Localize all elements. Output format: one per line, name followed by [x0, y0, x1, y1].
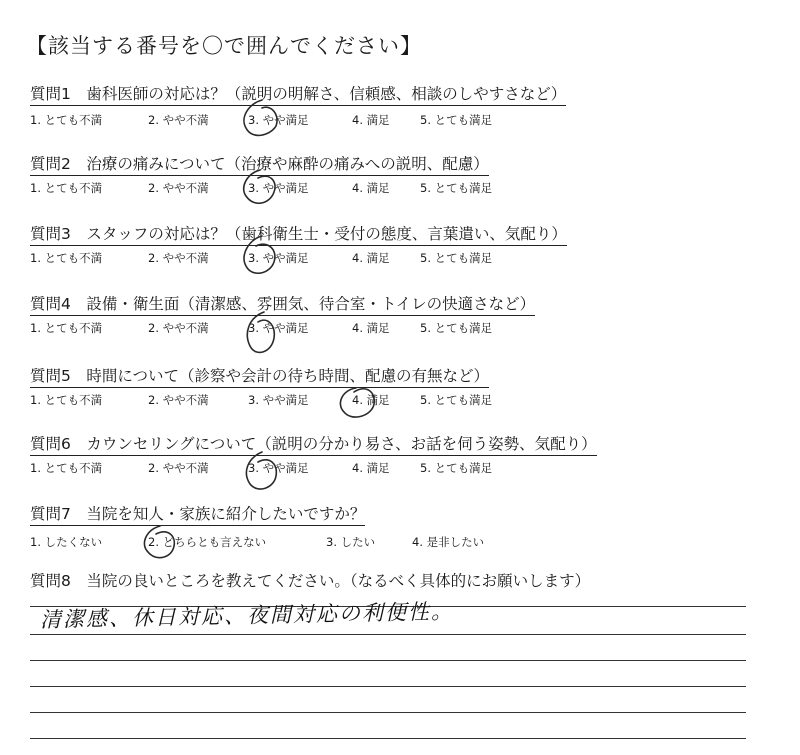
- q7-option-2[interactable]: 2. どちらとも言えない: [148, 535, 267, 549]
- question-8-title: 質問8 当院の良いところを教えてください。（なるべく具体的にお願いします）: [30, 572, 591, 590]
- q3-option-5[interactable]: 5. とても満足: [420, 251, 493, 265]
- answer-line-4: [30, 686, 746, 687]
- q5-option-3[interactable]: 3. やや満足: [248, 393, 309, 407]
- question-7-title: 質問7 当院を知人・家族に紹介したいですか？: [30, 504, 365, 526]
- q4-option-1[interactable]: 1. とても不満: [30, 321, 103, 335]
- question-1-title: 質問1 歯科医師の対応は？（説明の明解さ、信頼感、相談のしやすさなど）: [30, 84, 566, 106]
- answer-line-3: [30, 660, 746, 661]
- answer-line-6: [30, 738, 746, 739]
- q1-option-5[interactable]: 5. とても満足: [420, 113, 493, 127]
- q1-option-4[interactable]: 4. 満足: [352, 113, 390, 127]
- question-3-title: 質問3 スタッフの対応は？（歯科衛生士・受付の態度、言葉遣い、気配り）: [30, 224, 567, 246]
- q2-option-5[interactable]: 5. とても満足: [420, 181, 493, 195]
- question-4-title: 質問4 設備・衛生面（清潔感、雰囲気、待合室・トイレの快適さなど）: [30, 294, 535, 316]
- q4-option-2[interactable]: 2. やや不満: [148, 321, 209, 335]
- q5-option-2[interactable]: 2. やや不満: [148, 393, 209, 407]
- handwritten-answer[interactable]: 清潔感、休日対応、夜間対応の利便性。: [39, 599, 455, 632]
- answer-line-2: [30, 634, 746, 635]
- q2-option-3[interactable]: 3. やや満足: [248, 181, 309, 195]
- q6-option-4[interactable]: 4. 満足: [352, 461, 390, 475]
- q5-option-1[interactable]: 1. とても不満: [30, 393, 103, 407]
- q7-option-4[interactable]: 4. 是非したい: [412, 535, 485, 549]
- q6-option-5[interactable]: 5. とても満足: [420, 461, 493, 475]
- question-5-title: 質問5 時間について（診察や会計の待ち時間、配慮の有無など）: [30, 366, 489, 388]
- q7-option-1[interactable]: 1. したくない: [30, 535, 103, 549]
- q2-option-4[interactable]: 4. 満足: [352, 181, 390, 195]
- q7-option-3[interactable]: 3. したい: [326, 535, 376, 549]
- q3-option-4[interactable]: 4. 満足: [352, 251, 390, 265]
- instruction-heading: 【該当する番号を〇で囲んでください】: [26, 34, 422, 58]
- q3-option-1[interactable]: 1. とても不満: [30, 251, 103, 265]
- q1-option-3[interactable]: 3. やや満足: [248, 113, 309, 127]
- q6-option-2[interactable]: 2. やや不満: [148, 461, 209, 475]
- q1-option-1[interactable]: 1. とても不満: [30, 113, 103, 127]
- q6-option-1[interactable]: 1. とても不満: [30, 461, 103, 475]
- question-2-title: 質問2 治療の痛みについて（治療や麻酔の痛みへの説明、配慮）: [30, 154, 489, 176]
- q5-option-5[interactable]: 5. とても満足: [420, 393, 493, 407]
- q5-option-4[interactable]: 4. 満足: [352, 393, 390, 407]
- q3-option-2[interactable]: 2. やや不満: [148, 251, 209, 265]
- q2-option-1[interactable]: 1. とても不満: [30, 181, 103, 195]
- q4-option-4[interactable]: 4. 満足: [352, 321, 390, 335]
- answer-line-5: [30, 712, 746, 713]
- q6-option-3[interactable]: 3. やや満足: [248, 461, 309, 475]
- q4-option-3[interactable]: 3. やや満足: [248, 321, 309, 335]
- q3-option-3[interactable]: 3. やや満足: [248, 251, 309, 265]
- q4-option-5[interactable]: 5. とても満足: [420, 321, 493, 335]
- question-6-title: 質問6 カウンセリングについて（説明の分かり易さ、お話を伺う姿勢、気配り）: [30, 434, 597, 456]
- q1-option-2[interactable]: 2. やや不満: [148, 113, 209, 127]
- q2-option-2[interactable]: 2. やや不満: [148, 181, 209, 195]
